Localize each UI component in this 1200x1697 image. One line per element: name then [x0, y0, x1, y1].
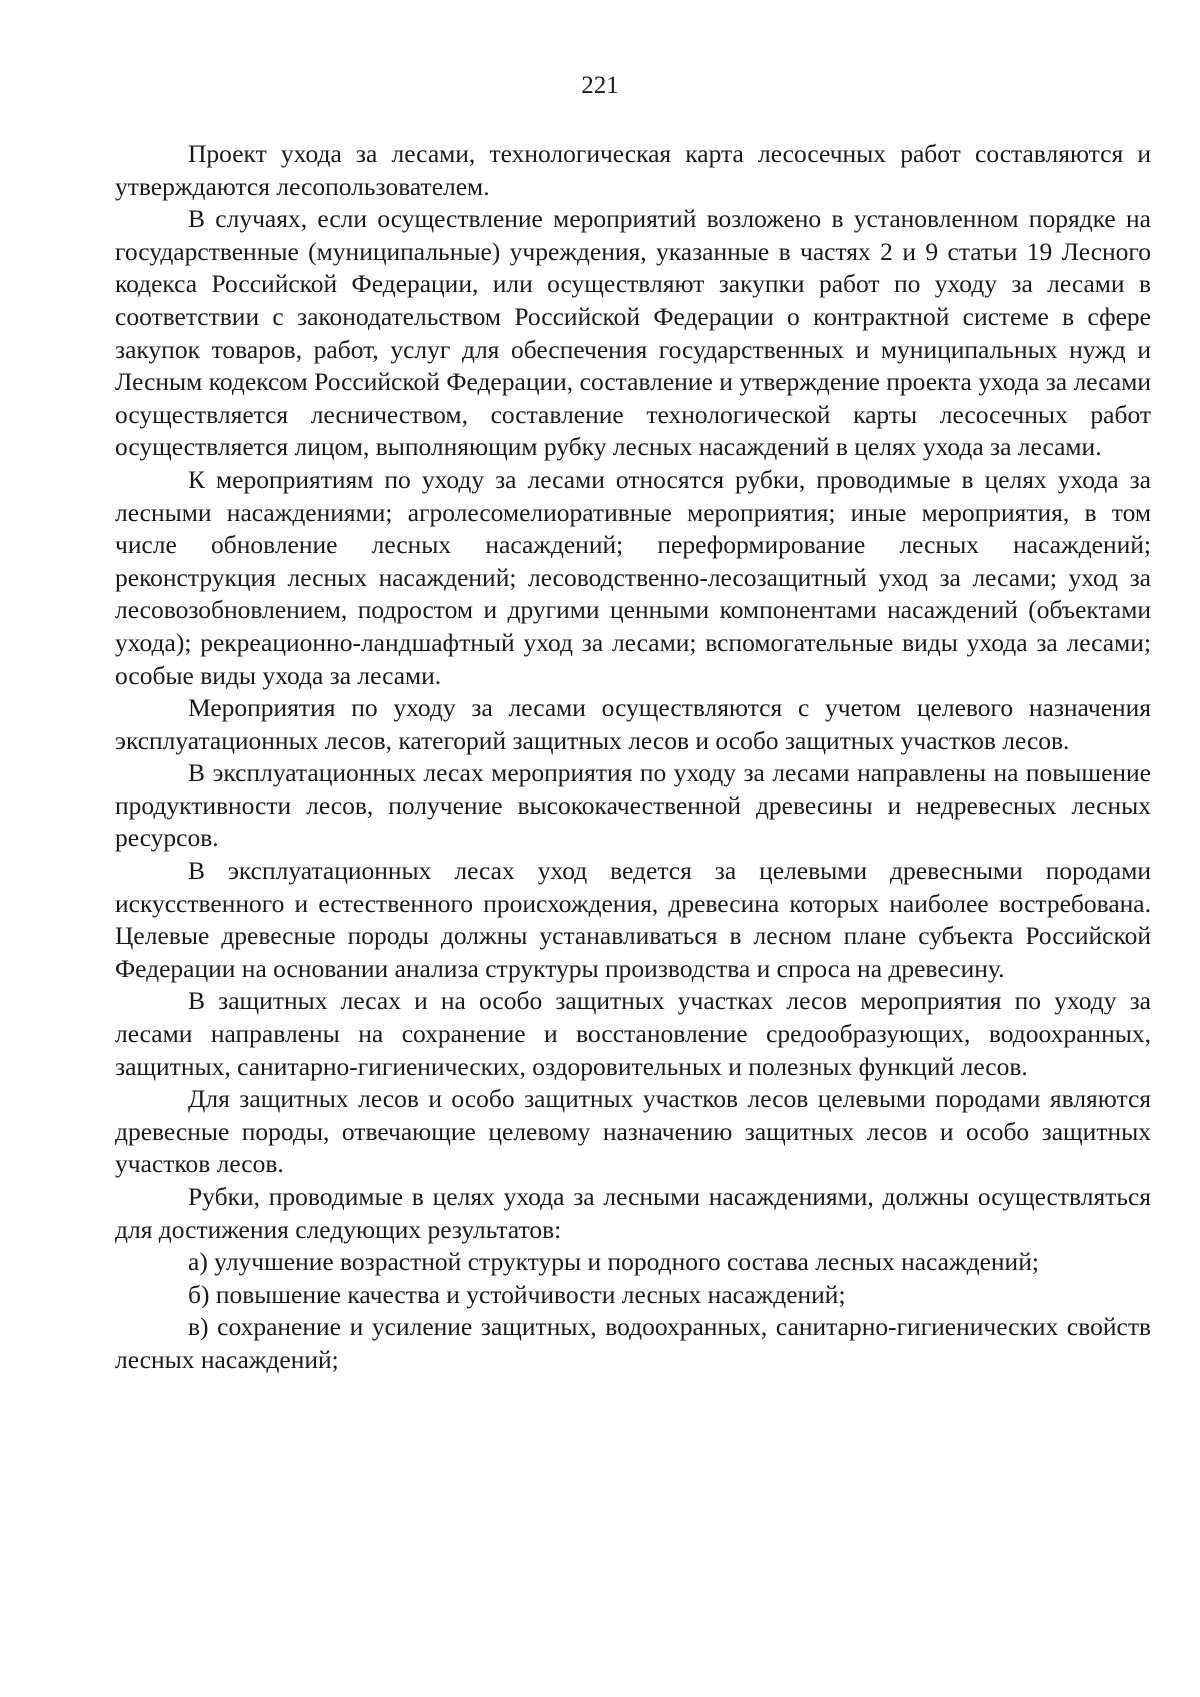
paragraph: В случаях, если осуществление мероприятий возложено в установленном порядке на государственные (муниципальные) учреждения, указанные в частях 2 и 9 статьи 19 Лесного кодекса Российской Федерации, или осуществляют закупки работ по уходу за лесами в соответствии с законодательством Российской Федерации о контрактной системе в сфере закупок товаров, работ, услуг для обеспечения государственных и муниципальных нужд и Лесным кодексом Российской Федерации, составление и утверждение проекта ухода за лесами осуществляется лесничеством, составление технологической карты лесосечных работ осуществляется лицом, выполняющим рубку лесных насаждений в целях ухода за лесами. — [115, 204, 1151, 462]
list-item-b: б) повышение качества и устойчивости лесных насаждений; — [188, 1279, 846, 1309]
paragraph: Для защитных лесов и особо защитных участков лесов целевыми породами являются древесные породы, отвечающие целевому назначению защитных лесов и особо защитных участков лесов. — [115, 1084, 1151, 1179]
paragraph: В защитных лесах и на особо защитных участках лесов мероприятия по уходу за лесами направлены на сохранение и восстановление средообразующих, водоохранных, защитных, санитарно-гигиенических, оздоровительных и полезных функций лесов. — [115, 986, 1151, 1081]
paragraph: Проект ухода за лесами, технологическая карта лесосечных работ составляются и утверждаются лесопользователем. — [115, 139, 1151, 201]
paragraph: Мероприятия по уходу за лесами осуществляются с учетом целевого назначения эксплуатационных лесов, категорий защитных лесов и особо защитных участков лесов. — [115, 693, 1151, 755]
paragraph: В эксплуатационных лесах уход ведется за целевыми древесными породами искусственного и естественного происхождения, древесина которых наиболее востребована. Целевые древесные породы должны устанавливаться в лесном плане субъекта Российской Федерации на основании анализа структуры производства и спроса на древесину. — [115, 856, 1151, 983]
document-body — [115, 138, 1151, 1377]
paragraph: Рубки, проводимые в целях ухода за лесными насаждениями, должны осуществляться для достижения следующих результатов: — [115, 1182, 1151, 1244]
paragraph: В эксплуатационных лесах мероприятия по уходу за лесами направлены на повышение продуктивности лесов, получение высококачественной древесины и недревесных лесных ресурсов. — [115, 758, 1151, 853]
paragraph: К мероприятиям по уходу за лесами относятся рубки, проводимые в целях ухода за лесными насаждениями; агролесомелиоративные мероприятия; иные мероприятия, в том числе обновление лесных насаждений; переформирование лесных насаждений; реконструкция лесных насаждений; лесоводственно-лесозащитный уход за лесами; уход за лесовозобновлением, подростом и другими ценными компонентами насаждений (объектами ухода); рекреационно-ландшафтный уход за лесами; вспомогательные виды ухода за лесами; особые виды ухода за лесами. — [115, 464, 1151, 690]
list-item-c: в) сохранение и усиление защитных, водоохранных, санитарно-гигиенических свойств лесных насаждений; — [115, 1312, 1151, 1374]
page-number: 221 — [581, 72, 619, 99]
list-item-a: а) улучшение возрастной структуры и породного состава лесных насаждений; — [188, 1247, 1039, 1277]
